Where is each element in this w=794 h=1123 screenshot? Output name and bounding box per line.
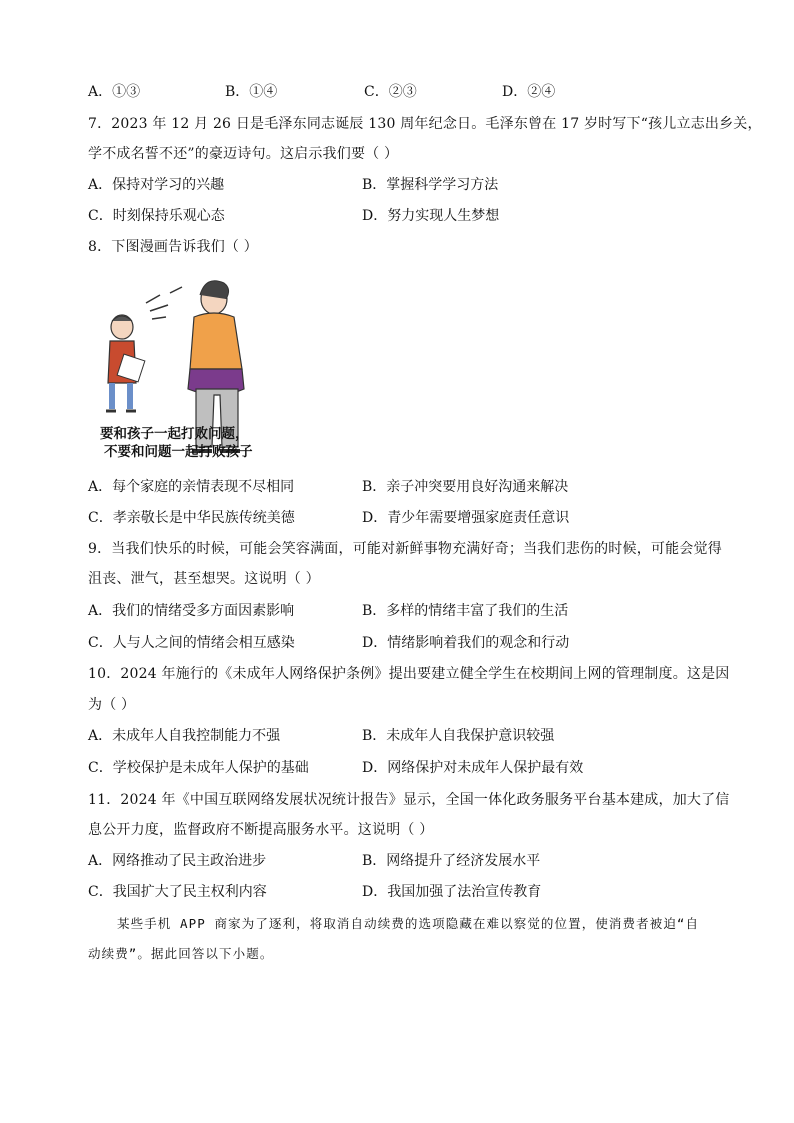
q8-option-d: D．青少年需要增强家庭责任意识 bbox=[362, 510, 570, 526]
passage-line1: 某些手机 APP 商家为了逐利，将取消自动续费的选项隐藏在难以察觉的位置，使消费者被迫“自 bbox=[117, 916, 700, 931]
speech-lines-icon bbox=[146, 287, 182, 319]
q10-option-c: C．学校保护是未成年人保护的基础 bbox=[88, 760, 309, 776]
passage-line2: 动续费”。据此回答以下小题。 bbox=[88, 946, 274, 961]
q10-option-b: B．未成年人自我保护意识较强 bbox=[362, 728, 555, 744]
q7-options-row2 bbox=[88, 206, 728, 226]
q10-options-row1 bbox=[88, 726, 728, 746]
q6-option-d: D．②④ bbox=[502, 84, 556, 100]
q6-option-b: B．①④ bbox=[225, 84, 278, 100]
q8-stem: 8．下图漫画告诉我们（ ） bbox=[88, 239, 258, 255]
q11-stem-line1: 11．2024 年《中国互联网络发展状况统计报告》显示，全国一体化政务服务平台基本建成，加大了信 bbox=[88, 792, 730, 808]
q6-options bbox=[88, 82, 728, 102]
q7-options-row1 bbox=[88, 175, 728, 195]
q11-stem-line2: 息公开力度，监督政府不断提高服务水平。这说明（ ） bbox=[88, 822, 434, 838]
cartoon-caption-line2: 不要和问题一起打败孩子 bbox=[104, 444, 253, 460]
child-figure bbox=[106, 315, 145, 411]
q8-option-c: C．孝亲敬长是中华民族传统美德 bbox=[88, 510, 295, 526]
q11-options-row1 bbox=[88, 851, 728, 871]
q11-option-c: C．我国扩大了民主权利内容 bbox=[88, 884, 267, 900]
q7-stem-line1: 7．2023 年 12 月 26 日是毛泽东同志诞辰 130 周年纪念日。毛泽东曾在 17 岁时写下“孩儿立志出乡关， bbox=[88, 116, 762, 132]
q11-options-row2 bbox=[88, 882, 728, 902]
q8-options-row1 bbox=[88, 477, 728, 497]
q7-option-d: D．努力实现人生梦想 bbox=[362, 208, 500, 224]
q9-options-row2 bbox=[88, 633, 728, 653]
q11-option-a: A．网络推动了民主政治进步 bbox=[88, 853, 267, 869]
q10-option-a: A．未成年人自我控制能力不强 bbox=[88, 728, 281, 744]
q8-option-b: B．亲子冲突要用良好沟通来解决 bbox=[362, 479, 569, 495]
q7-option-a: A．保持对学习的兴趣 bbox=[88, 177, 225, 193]
q7-option-b: B．掌握科学学习方法 bbox=[362, 177, 499, 193]
q9-stem-line1: 9．当我们快乐的时候，可能会笑容满面，可能对新鲜事物充满好奇；当我们悲伤的时候，可能会觉得 bbox=[88, 541, 722, 557]
q10-option-d: D．网络保护对未成年人保护最有效 bbox=[362, 760, 584, 776]
q8-options-row2 bbox=[88, 508, 728, 528]
q9-stem-line2: 沮丧、泄气，甚至想哭。这说明（ ） bbox=[88, 571, 320, 587]
q6-option-c: C．②③ bbox=[364, 84, 417, 100]
cartoon-caption bbox=[100, 425, 253, 461]
q9-option-d: D．情绪影响着我们的观念和行动 bbox=[362, 635, 570, 651]
q8-option-a: A．每个家庭的亲情表现不尽相同 bbox=[88, 479, 295, 495]
q10-stem-line2: 为（ ） bbox=[88, 697, 136, 713]
cartoon-caption-line1: 要和孩子一起打败问题， bbox=[100, 426, 249, 442]
q6-option-a: A．①③ bbox=[88, 84, 141, 100]
q10-stem-line1: 10．2024 年施行的《未成年人网络保护条例》提出要建立健全学生在校期间上网的管理制度。这是因 bbox=[88, 666, 730, 682]
q9-option-a: A．我们的情绪受多方面因素影响 bbox=[88, 603, 295, 619]
q7-option-c: C．时刻保持乐观心态 bbox=[88, 208, 225, 224]
q7-stem-line2: 学不成名誓不还”的豪迈诗句。这启示我们要（ ） bbox=[88, 146, 399, 162]
q10-options-row2 bbox=[88, 758, 728, 778]
q11-option-d: D．我国加强了法治宣传教育 bbox=[362, 884, 542, 900]
q9-option-b: B．多样的情绪丰富了我们的生活 bbox=[362, 603, 569, 619]
q9-option-c: C．人与人之间的情绪会相互感染 bbox=[88, 635, 295, 651]
q9-options-row1 bbox=[88, 601, 728, 621]
q11-option-b: B．网络提升了经济发展水平 bbox=[362, 853, 541, 869]
